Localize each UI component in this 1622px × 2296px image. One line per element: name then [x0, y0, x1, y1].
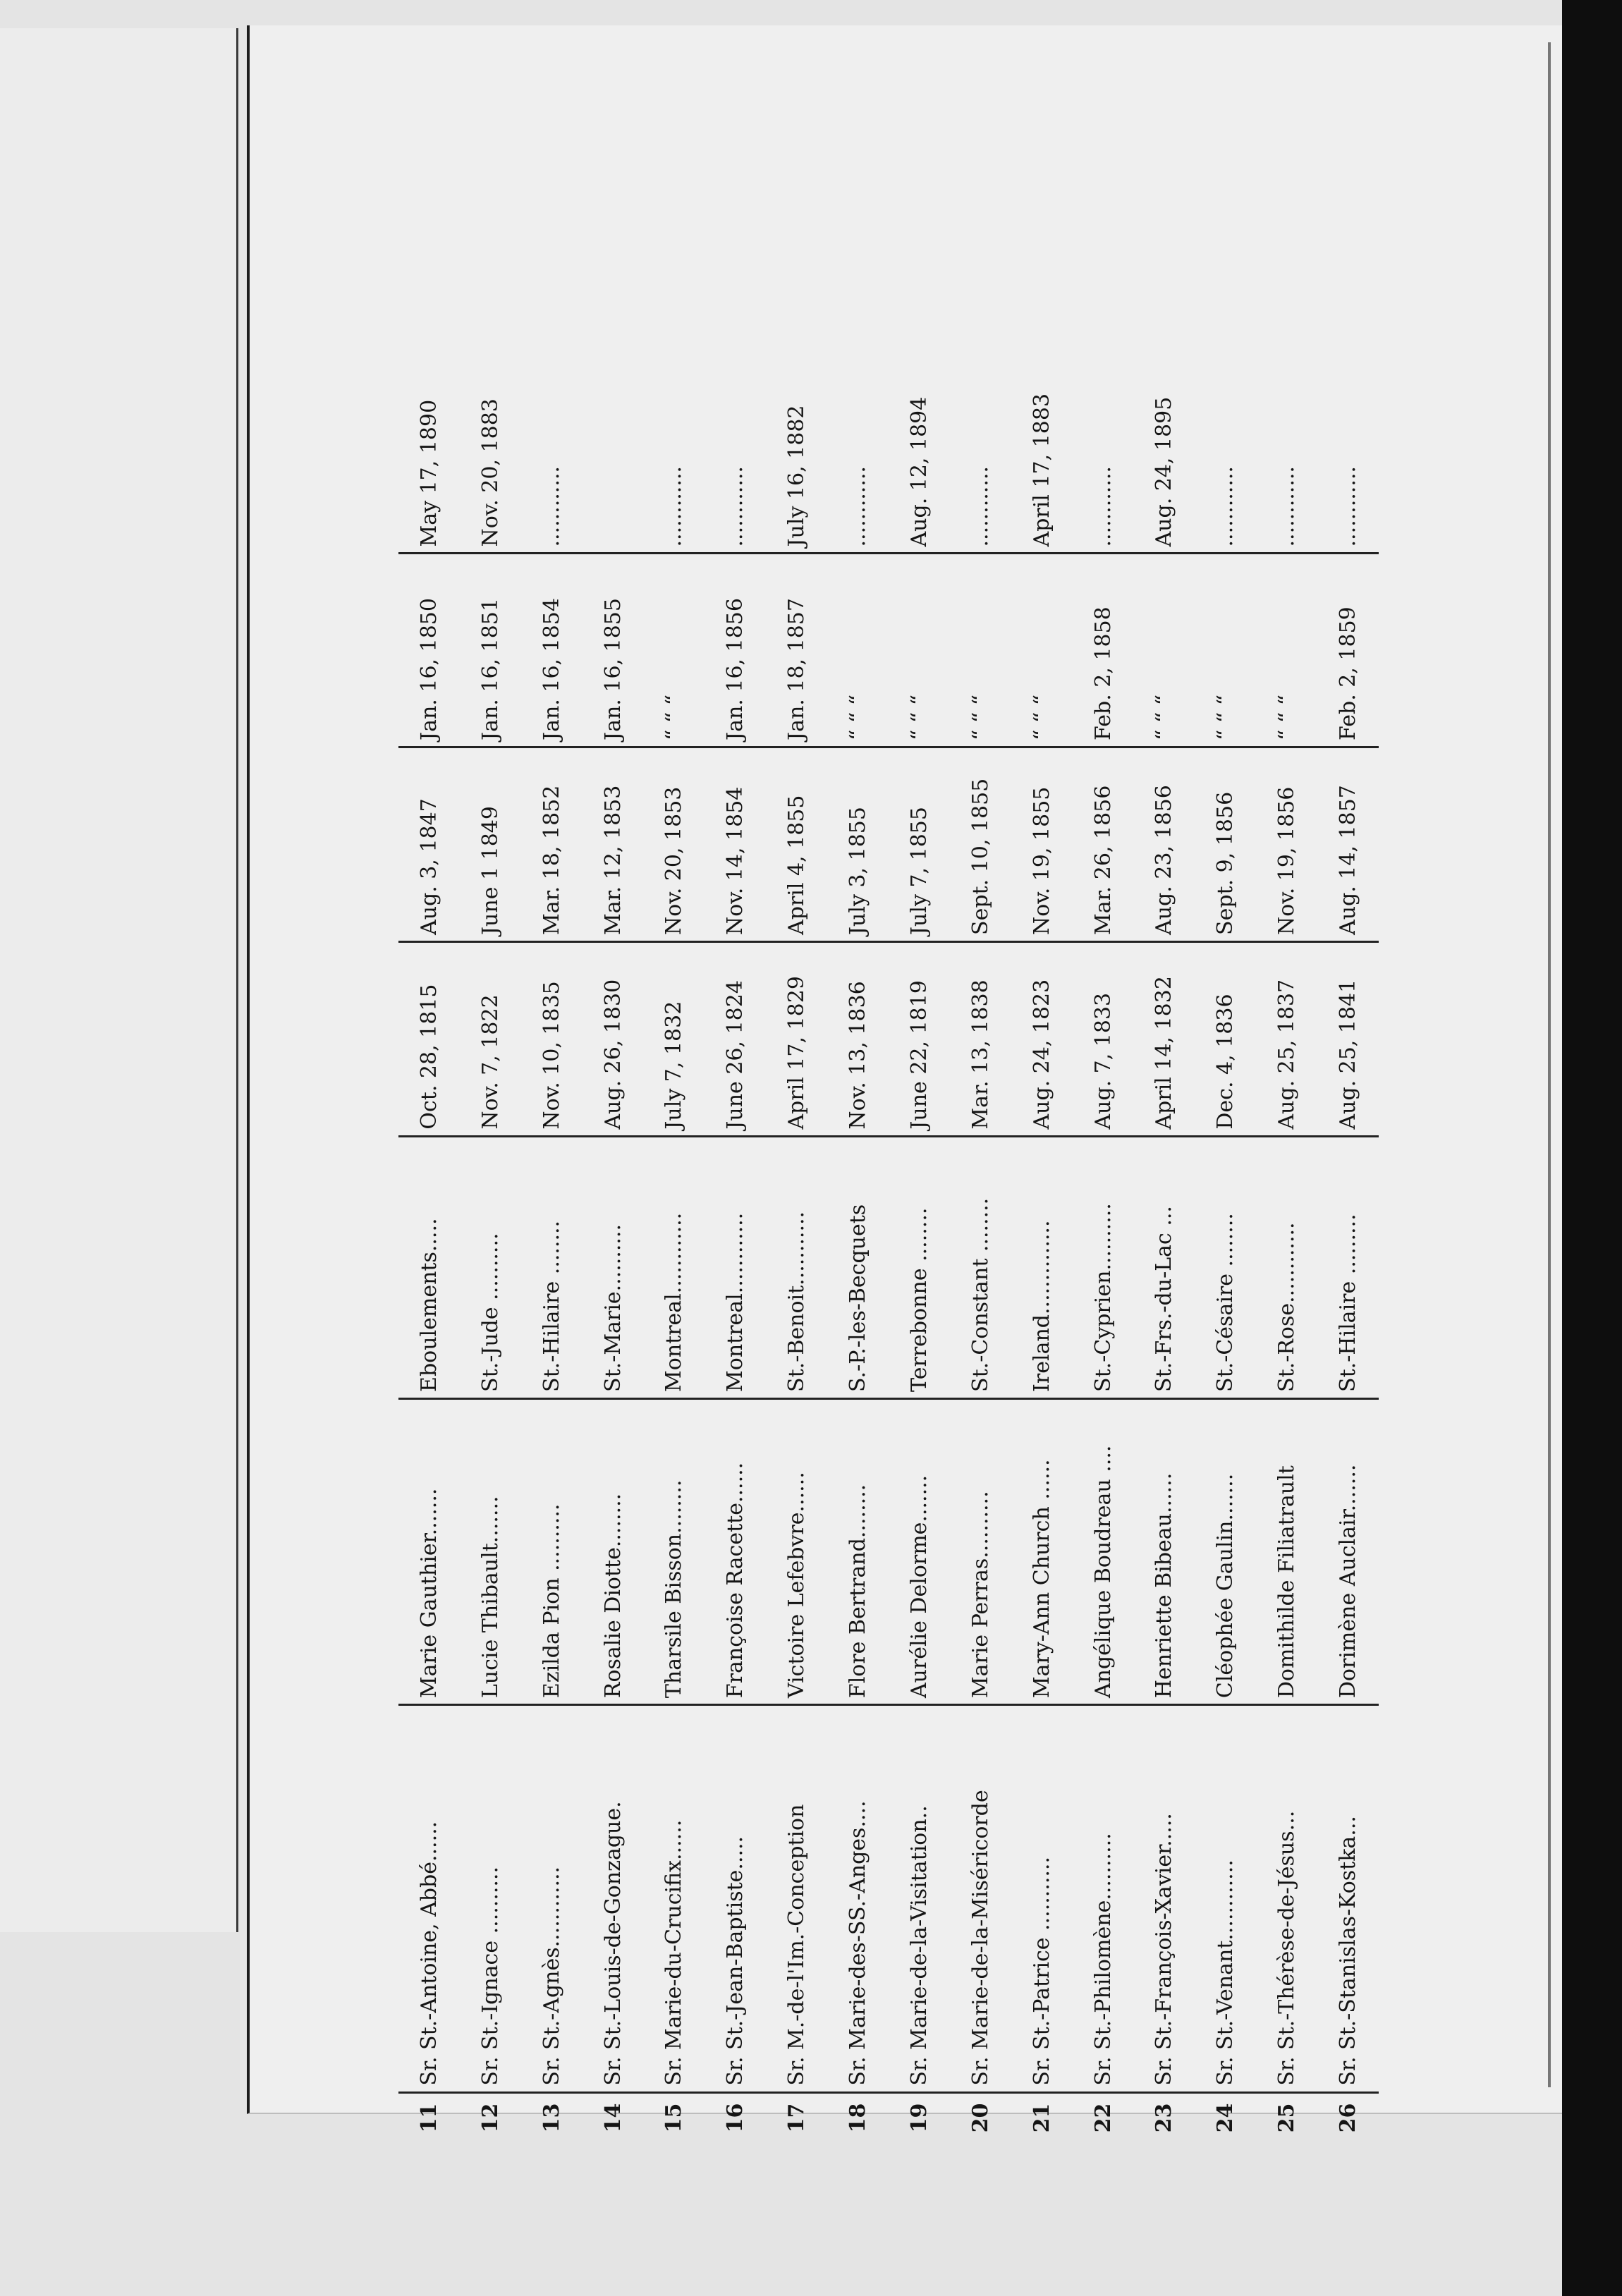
table-row	[1195, 367, 1256, 2144]
table-row	[766, 367, 827, 2144]
row-number: 24	[1213, 2103, 1238, 2133]
profession-date: “ “ “	[950, 554, 1011, 747]
table-row	[1256, 367, 1317, 2144]
profession-date: Jan. 16, 1856	[705, 554, 766, 747]
family-name: Henriette Bibeau......	[1134, 1398, 1195, 1704]
birth-date: Aug. 25, 1837	[1256, 941, 1317, 1136]
birthplace: St.-Jude ..........	[460, 1136, 521, 1398]
profession-date: “ “ “	[889, 554, 950, 747]
death-date: Aug. 24, 1895	[1134, 367, 1195, 554]
row-number: 11	[416, 2103, 441, 2133]
row-number: 12	[477, 2103, 503, 2133]
entry-date: June 1 1849	[460, 747, 521, 941]
table-row	[889, 367, 950, 2144]
death-date: ............	[644, 367, 705, 554]
birth-date: Mar. 13, 1838	[950, 941, 1011, 1136]
profession-date: Jan. 16, 1850	[398, 554, 460, 747]
family-name: Lucie Thibault.......	[460, 1398, 521, 1704]
religious-name: Sr. Marie-de-la-Visitation..	[889, 1705, 950, 2093]
entry-date: July 7, 1855	[889, 747, 950, 941]
row-number: 26	[1336, 2103, 1361, 2133]
row-number: 19	[906, 2103, 932, 2133]
birthplace: St.-Marie..........	[583, 1136, 644, 1398]
birthplace: St.-Cyprien..........	[1073, 1136, 1134, 1398]
family-name: Tharsile Bisson........	[644, 1398, 705, 1704]
religious-name: Sr. St.-Thérèse-de-Jésus...	[1256, 1705, 1317, 2093]
religious-name: Sr. St.-Louis-de-Gonzague.	[583, 1705, 644, 2093]
row-number: 22	[1090, 2103, 1116, 2133]
entry-date: April 4, 1855	[766, 747, 827, 941]
row-number: 15	[661, 2103, 687, 2133]
birth-date: Oct. 28, 1815	[398, 941, 460, 1136]
entry-date: Mar. 18, 1852	[521, 747, 583, 941]
religious-name: Sr. St.-Ignace ..........	[460, 1705, 521, 2093]
birthplace: Terrebonne ........	[889, 1136, 950, 1398]
family-name: Dorimène Auclair.......	[1317, 1398, 1379, 1704]
table-row	[1011, 367, 1073, 2144]
death-date: ............	[950, 367, 1011, 554]
family-name: Cléophée Gaulin.......	[1195, 1398, 1256, 1704]
family-name: Marie Perras..........	[950, 1398, 1011, 1704]
birth-date: Nov. 7, 1822	[460, 941, 521, 1136]
religious-name: Sr. St.-François-Xavier.....	[1134, 1705, 1195, 2093]
table-row	[521, 367, 583, 2144]
birthplace: Montreal............	[644, 1136, 705, 1398]
religious-name: Sr. St.-Antoine, Abbé......	[398, 1705, 460, 2093]
entry-date: Mar. 12, 1853	[583, 747, 644, 941]
birthplace: St.-Hilaire ........	[521, 1136, 583, 1398]
table-row	[1134, 367, 1195, 2144]
death-date: ............	[1317, 367, 1379, 554]
death-date: May 17, 1890	[398, 367, 460, 554]
entry-date: Sept. 9, 1856	[1195, 747, 1256, 941]
religious-name: Sr. Marie-du-Crucifix......	[644, 1705, 705, 2093]
birth-date: July 7, 1832	[644, 941, 705, 1136]
religious-name: Sr. St.-Stanislas-Kostka...	[1317, 1705, 1379, 2093]
death-date: ............	[521, 367, 583, 554]
table-row	[950, 367, 1011, 2144]
row-number: 21	[1029, 2103, 1054, 2133]
birthplace: Eboulements.....	[398, 1136, 460, 1398]
birthplace: St.-Hilaire .........	[1317, 1136, 1379, 1398]
religious-name: Sr. Marie-de-la-Miséricorde	[950, 1705, 1011, 2093]
table-row	[644, 367, 705, 2144]
table-row	[398, 367, 460, 2144]
birth-date: Nov. 10, 1835	[521, 941, 583, 1136]
death-date: Nov. 20, 1883	[460, 367, 521, 554]
family-name: Mary-Ann Church ......	[1011, 1398, 1073, 1704]
death-date: ............	[827, 367, 889, 554]
death-date	[583, 367, 644, 554]
entry-date: Nov. 19, 1855	[1011, 747, 1073, 941]
birth-date: April 17, 1829	[766, 941, 827, 1136]
table-row	[827, 367, 889, 2144]
death-date: ............	[705, 367, 766, 554]
religious-name: Sr. St.-Venant............	[1195, 1705, 1256, 2093]
table-row	[583, 367, 644, 2144]
birthplace: Montreal............	[705, 1136, 766, 1398]
register-table	[398, 367, 1379, 2144]
birthplace: St.-Frs.-du-Lac ...	[1134, 1136, 1195, 1398]
birthplace: St.-Benoit...........	[766, 1136, 827, 1398]
facing-page-edge	[0, 28, 238, 1932]
death-date: ............	[1256, 367, 1317, 554]
entry-date: Sept. 10, 1855	[950, 747, 1011, 941]
birth-date: Aug. 7, 1833	[1073, 941, 1134, 1136]
table-row	[1073, 367, 1134, 2144]
row-number: 14	[600, 2103, 626, 2133]
table-row	[705, 367, 766, 2144]
row-number: 13	[539, 2103, 564, 2133]
family-name: Victoire Lefebvre......	[766, 1398, 827, 1704]
row-number: 18	[846, 2103, 871, 2133]
profession-date: Jan. 16, 1855	[583, 554, 644, 747]
scan-border	[1562, 0, 1622, 2296]
entry-date: Aug. 3, 1847	[398, 747, 460, 941]
birth-date: June 22, 1819	[889, 941, 950, 1136]
table-row	[1317, 367, 1379, 2144]
profession-date: Feb. 2, 1858	[1073, 554, 1134, 747]
table-row	[460, 367, 521, 2144]
profession-date: “ “ “	[1011, 554, 1073, 747]
religious-name: Sr. St.-Philomène..........	[1073, 1705, 1134, 2093]
religious-name: Sr. M.-de-l'Im.-Conception	[766, 1705, 827, 2093]
entry-date: July 3, 1855	[827, 747, 889, 941]
profession-date: “ “ “	[644, 554, 705, 747]
profession-date: Feb. 2, 1859	[1317, 554, 1379, 747]
row-number: 25	[1274, 2103, 1300, 2133]
birth-date: Aug. 26, 1830	[583, 941, 644, 1136]
birth-date: Nov. 13, 1836	[827, 941, 889, 1136]
birthplace: S.-P.-les-Becquets	[827, 1136, 889, 1398]
entry-date: Nov. 19, 1856	[1256, 747, 1317, 941]
profession-date: “ “ “	[1195, 554, 1256, 747]
family-name: Marie Gauthier.......	[398, 1398, 460, 1704]
entry-date: Mar. 26, 1856	[1073, 747, 1134, 941]
family-name: Françoise Racette......	[705, 1398, 766, 1704]
profession-date: “ “ “	[1134, 554, 1195, 747]
death-date: ............	[1195, 367, 1256, 554]
birth-date: April 14, 1832	[1134, 941, 1195, 1136]
profession-date: Jan. 16, 1851	[460, 554, 521, 747]
entry-date: Aug. 14, 1857	[1317, 747, 1379, 941]
profession-date: “ “ “	[1256, 554, 1317, 747]
entry-date: Nov. 20, 1853	[644, 747, 705, 941]
profession-date: Jan. 18, 1857	[766, 554, 827, 747]
family-name: Aurélie Delorme.......	[889, 1398, 950, 1704]
birthplace: St.-Césaire ........	[1195, 1136, 1256, 1398]
religious-name: Sr. St.-Jean-Baptiste.....	[705, 1705, 766, 2093]
family-name: Angélique Boudreau ....	[1073, 1398, 1134, 1704]
birthplace: St.-Rose............	[1256, 1136, 1317, 1398]
row-number: 23	[1152, 2103, 1177, 2133]
profession-date: Jan. 16, 1854	[521, 554, 583, 747]
family-name: Rosalie Diotte........	[583, 1398, 644, 1704]
row-number: 20	[968, 2103, 993, 2133]
religious-name: Sr. St.-Patrice ...........	[1011, 1705, 1073, 2093]
family-name: Domithilde Filiatrault	[1256, 1398, 1317, 1704]
row-number: 17	[784, 2103, 810, 2133]
birthplace: Ireland..............	[1011, 1136, 1073, 1398]
family-name: Ezilda Pion ..........	[521, 1398, 583, 1704]
birth-date: Aug. 24, 1823	[1011, 941, 1073, 1136]
row-number: 16	[723, 2103, 748, 2133]
entry-date: Aug. 23, 1856	[1134, 747, 1195, 941]
death-date: ............	[1073, 367, 1134, 554]
family-name: Flore Bertrand........	[827, 1398, 889, 1704]
religious-name: Sr. St.-Agnès............	[521, 1705, 583, 2093]
profession-date: “ “ “	[827, 554, 889, 747]
page-edge-line	[1548, 42, 1551, 2087]
death-date: July 16, 1882	[766, 367, 827, 554]
birth-date: Dec. 4, 1836	[1195, 941, 1256, 1136]
birth-date: Aug. 25, 1841	[1317, 941, 1379, 1136]
birth-date: June 26, 1824	[705, 941, 766, 1136]
death-date: Aug. 12, 1894	[889, 367, 950, 554]
death-date: April 17, 1883	[1011, 367, 1073, 554]
birthplace: St.-Constant ........	[950, 1136, 1011, 1398]
entry-date: Nov. 14, 1854	[705, 747, 766, 941]
religious-name: Sr. Marie-des-SS.-Anges....	[827, 1705, 889, 2093]
